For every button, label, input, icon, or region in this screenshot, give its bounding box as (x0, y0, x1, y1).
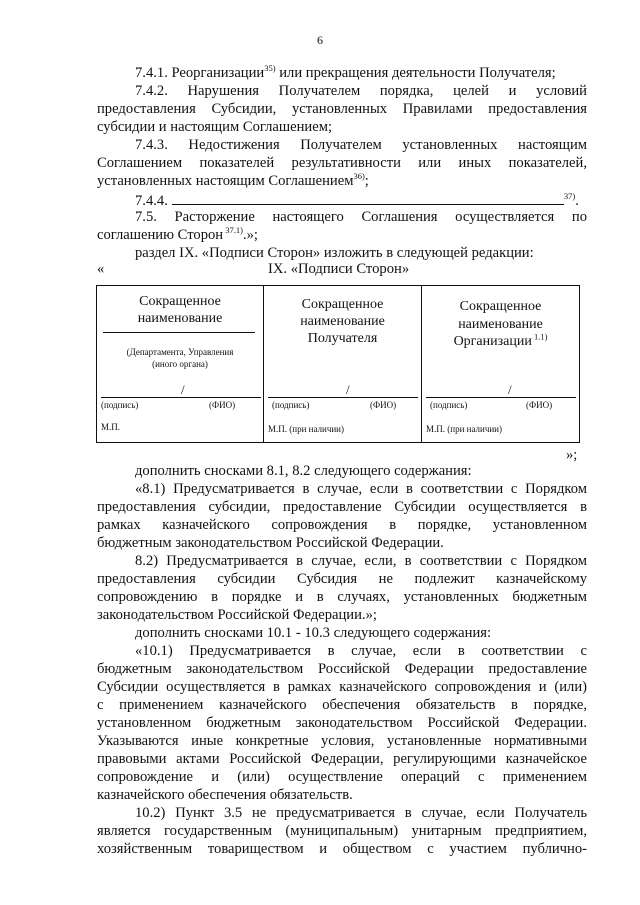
column-heading-text: Организации (453, 334, 532, 349)
column-heading: наименование (458, 317, 543, 332)
footnote-10-2: 10.2) Пункт 3.5 не предусматривается в случае, если Получатель (135, 805, 587, 821)
footnote-ref: 37.1) (223, 225, 243, 236)
footnote-8-2: 8.2) Предусматривается в случае, если, в соответствии с Порядком (135, 553, 587, 569)
footnote-text-line: правовыми актами Российской Федерации, регулирующими казначейское (97, 751, 587, 767)
clause-text-line (97, 227, 587, 244)
clause-text: .»; (242, 227, 258, 243)
clause-text: установленных настоящим Соглашением (97, 173, 354, 189)
footnote-ref: 36) (353, 171, 365, 182)
signature-label: (подпись) (101, 400, 139, 410)
column-note: (Департамента, Управления (126, 347, 234, 357)
clause-text-line: субсидии и настоящим Соглашением; (97, 119, 333, 135)
footnote-ref: 1.1) (531, 331, 548, 342)
signature-column-organization (421, 286, 579, 442)
blank-fill-line (172, 191, 564, 205)
signature-line (268, 397, 418, 398)
separator-slash: / (181, 382, 185, 397)
footnote-text-line: сопровождению в порядке и в случаях, установленных бюджетным (97, 589, 587, 605)
footnote-text-line: бюджетным законодательством Российской Федерации предоставление (97, 661, 587, 677)
clause-7-4-4 (135, 191, 579, 210)
footnote-text-line: законодательством Российской Федерации.»; (97, 607, 377, 623)
footnote-text-line: предоставления субсидии Субсидия не подлежит казначейскому (97, 571, 587, 587)
name-label: (ФИО) (526, 400, 553, 410)
name-label: (ФИО) (209, 400, 236, 410)
column-heading: наименование (137, 311, 223, 326)
quote-open: « (97, 261, 105, 277)
stamp-label: М.П. (101, 422, 121, 432)
separator-slash: / (508, 382, 512, 397)
stamp-label: М.П. (при наличии) (426, 424, 502, 434)
separator-slash: / (346, 382, 350, 397)
footnote-text-line: установленном бюджетным законодательством Российской Федерации. (97, 715, 587, 731)
clause-7-4-2: 7.4.2. Нарушения Получателем порядка, целей и условий (135, 83, 587, 99)
clause-text: соглашению Сторон (97, 227, 224, 243)
name-line (103, 332, 255, 333)
signature-column-recipient (263, 286, 421, 442)
clause-text: 7.4.1. Реорганизации (135, 65, 265, 81)
footnote-ref: 35) (264, 63, 276, 74)
name-label: (ФИО) (370, 400, 397, 410)
column-heading: Сокращенное (301, 297, 384, 312)
clause-text: ; (364, 173, 369, 189)
footnote-text-line: казначейского обеспечения обязательств. (97, 787, 353, 803)
column-heading (422, 333, 579, 350)
clause-text-line (97, 173, 587, 190)
signature-column-department (97, 286, 263, 442)
column-heading: Получателя (307, 331, 378, 346)
clause-text-line: предоставления Субсидии, установленных Правилами предоставления (97, 101, 587, 117)
clause-number: 7.4.4. (135, 193, 168, 209)
clause-text: . (575, 193, 579, 209)
footnote-text-line: бюджетным законодательством Российской Федерации. (97, 535, 444, 551)
footnotes-10-intro: дополнить сносками 10.1 - 10.3 следующего содержания: (135, 625, 492, 641)
signature-label: (подпись) (272, 400, 310, 410)
footnote-text-line: предоставления субсидии, предоставление Субсидии осуществляется в (97, 499, 587, 515)
footnote-10-1: «10.1) Предусматривается в случае, если в соответствии с (135, 643, 587, 659)
clause-7-5: 7.5. Расторжение настоящего Соглашения осуществляется по (135, 209, 587, 225)
footnote-8-1: «8.1) Предусматривается в случае, если в соответствии с Порядком (135, 481, 587, 497)
clause-text-line: Соглашением показателей результативности или иных показателей, (97, 155, 587, 171)
quote-close: »; (566, 447, 578, 463)
clause-7-4-1 (135, 65, 556, 82)
column-heading: наименование (300, 314, 385, 329)
footnote-text-line: является государственным (муниципальным) унитарным предприятием, (97, 823, 587, 839)
footnote-ref: 37) (563, 191, 576, 202)
footnote-text-line: рамках казначейского сопровождения в порядке, установленном (97, 517, 587, 533)
column-note: (иного органа) (152, 359, 208, 369)
footnote-text-line: Указываются иные конкретные условия, установленные нормативными (97, 733, 587, 749)
column-heading: Сокращенное (459, 299, 542, 314)
section-ix-intro: раздел IX. «Подписи Сторон» изложить в следующей редакции: (135, 245, 534, 261)
column-heading: Сокращенное (139, 294, 221, 309)
signature-table (96, 285, 580, 443)
footnote-text-line: сопровождение и (или) осуществление операций с применением (97, 769, 587, 785)
clause-7-4-3: 7.4.3. Недостижения Получателем установленных настоящим (135, 137, 587, 153)
signature-line (426, 397, 576, 398)
clause-text: или прекращения деятельности Получателя; (275, 65, 556, 81)
page-number: 6 (317, 33, 323, 47)
footnote-text-line: Субсидии осуществляется в рамках казначейского сопровождения и (или) (97, 679, 587, 695)
footnote-text-line: хозяйственным товариществом и обществом с участием публично- (97, 841, 587, 857)
footnotes-8-intro: дополнить сносками 8.1, 8.2 следующего содержания: (135, 463, 472, 479)
signature-label: (подпись) (430, 400, 468, 410)
footnote-text-line: с применением казначейского обеспечения обязательств в порядке, (97, 697, 587, 713)
section-title: IX. «Подписи Сторон» (268, 261, 410, 277)
stamp-label: М.П. (при наличии) (268, 424, 344, 434)
